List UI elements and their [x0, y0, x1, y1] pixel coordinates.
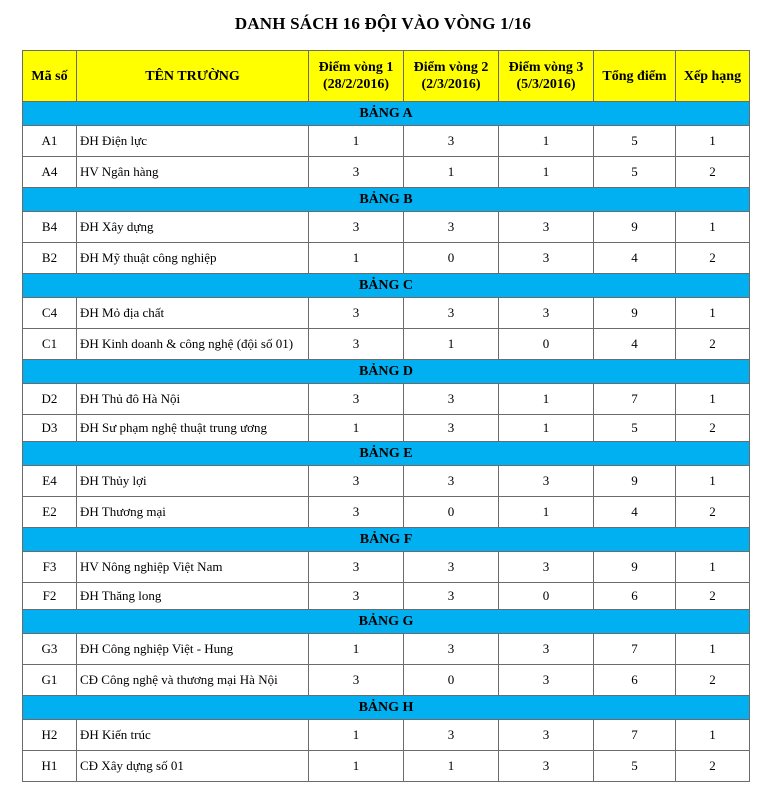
team-round3-score: 3	[499, 212, 594, 243]
team-round3-score: 0	[499, 329, 594, 360]
team-code: F3	[23, 552, 77, 583]
team-school: ĐH Mỹ thuật công nghiệp	[77, 243, 309, 274]
team-code: D2	[23, 384, 77, 415]
header-round2-date: (2/3/2016)	[421, 77, 481, 92]
group-row	[23, 102, 750, 126]
table-row	[23, 157, 750, 188]
team-code: G3	[23, 634, 77, 665]
team-rank: 1	[676, 720, 750, 751]
team-rank: 1	[676, 126, 750, 157]
header-round3-date: (5/3/2016)	[516, 77, 576, 92]
team-school: CĐ Xây dựng số 01	[77, 751, 309, 782]
team-rank: 1	[676, 384, 750, 415]
team-code: B4	[23, 212, 77, 243]
team-round2-score: 3	[404, 466, 499, 497]
table-row	[23, 384, 750, 415]
team-rank: 1	[676, 298, 750, 329]
team-code: C4	[23, 298, 77, 329]
team-total-score: 5	[594, 751, 676, 782]
team-rank: 1	[676, 634, 750, 665]
team-code: E4	[23, 466, 77, 497]
team-total-score: 5	[594, 157, 676, 188]
team-round2-score: 0	[404, 243, 499, 274]
table-row	[23, 298, 750, 329]
team-rank: 2	[676, 157, 750, 188]
group-title: BẢNG B	[23, 188, 750, 212]
table-row	[23, 552, 750, 583]
header-round1-date: (28/2/2016)	[322, 77, 390, 92]
team-round1-score: 3	[309, 329, 404, 360]
team-code: E2	[23, 497, 77, 528]
table-row	[23, 751, 750, 782]
team-total-score: 4	[594, 497, 676, 528]
header-school: TÊN TRƯỜNG	[77, 51, 309, 102]
team-code: G1	[23, 665, 77, 696]
team-code: A1	[23, 126, 77, 157]
team-round3-score: 1	[499, 126, 594, 157]
team-rank: 1	[676, 466, 750, 497]
team-round3-score: 1	[499, 384, 594, 415]
team-school: HV Ngân hàng	[77, 157, 309, 188]
table-row	[23, 126, 750, 157]
team-code: H2	[23, 720, 77, 751]
team-round1-score: 3	[309, 298, 404, 329]
group-row	[23, 274, 750, 298]
team-round1-score: 3	[309, 157, 404, 188]
group-title: BẢNG H	[23, 696, 750, 720]
team-round1-score: 1	[309, 126, 404, 157]
team-round2-score: 1	[404, 329, 499, 360]
team-school: ĐH Xây dựng	[77, 212, 309, 243]
team-total-score: 7	[594, 384, 676, 415]
table-row	[23, 212, 750, 243]
table-body	[23, 102, 750, 782]
group-row	[23, 188, 750, 212]
team-round3-score: 0	[499, 583, 594, 610]
team-total-score: 4	[594, 329, 676, 360]
table-header	[23, 51, 750, 102]
team-round1-score: 1	[309, 720, 404, 751]
table-row	[23, 466, 750, 497]
team-round1-score: 3	[309, 583, 404, 610]
team-school: ĐH Kinh doanh & công nghệ (đội số 01)	[77, 329, 309, 360]
team-round3-score: 3	[499, 751, 594, 782]
team-round3-score: 1	[499, 415, 594, 442]
group-row	[23, 360, 750, 384]
header-rank: Xếp hạng	[676, 51, 750, 102]
team-round2-score: 3	[404, 583, 499, 610]
team-code: D3	[23, 415, 77, 442]
team-round1-score: 1	[309, 751, 404, 782]
team-total-score: 7	[594, 634, 676, 665]
group-title: BẢNG D	[23, 360, 750, 384]
team-round1-score: 3	[309, 552, 404, 583]
team-round2-score: 3	[404, 552, 499, 583]
table-row	[23, 665, 750, 696]
team-total-score: 7	[594, 720, 676, 751]
team-school: HV Nông nghiệp Việt Nam	[77, 552, 309, 583]
team-round2-score: 0	[404, 497, 499, 528]
group-title: BẢNG F	[23, 528, 750, 552]
team-round1-score: 3	[309, 466, 404, 497]
group-row	[23, 442, 750, 466]
team-round3-score: 3	[499, 243, 594, 274]
team-rank: 2	[676, 665, 750, 696]
header-total: Tổng điểm	[594, 51, 676, 102]
team-code: H1	[23, 751, 77, 782]
team-rank: 2	[676, 497, 750, 528]
group-title: BẢNG G	[23, 610, 750, 634]
team-total-score: 4	[594, 243, 676, 274]
team-round2-score: 0	[404, 665, 499, 696]
team-round2-score: 3	[404, 720, 499, 751]
group-row	[23, 696, 750, 720]
group-row	[23, 528, 750, 552]
group-title: BẢNG A	[23, 102, 750, 126]
team-rank: 1	[676, 552, 750, 583]
team-school: ĐH Điện lực	[77, 126, 309, 157]
team-rank: 2	[676, 243, 750, 274]
header-round2	[404, 51, 499, 102]
page-title: DANH SÁCH 16 ĐỘI VÀO VÒNG 1/16	[234, 14, 532, 33]
team-school: ĐH Kiến trúc	[77, 720, 309, 751]
table-row	[23, 415, 750, 442]
team-school: ĐH Thăng long	[77, 583, 309, 610]
table-row	[23, 720, 750, 751]
team-school: ĐH Thủy lợi	[77, 466, 309, 497]
team-total-score: 9	[594, 212, 676, 243]
team-round2-score: 1	[404, 157, 499, 188]
team-round3-score: 3	[499, 665, 594, 696]
team-code: F2	[23, 583, 77, 610]
team-round1-score: 3	[309, 384, 404, 415]
team-round3-score: 1	[499, 157, 594, 188]
header-row	[23, 51, 750, 102]
team-round3-score: 3	[499, 466, 594, 497]
team-total-score: 5	[594, 126, 676, 157]
team-round2-score: 3	[404, 126, 499, 157]
header-round3	[499, 51, 594, 102]
team-total-score: 9	[594, 552, 676, 583]
team-round1-score: 3	[309, 497, 404, 528]
header-round1	[309, 51, 404, 102]
team-round1-score: 3	[309, 212, 404, 243]
team-round1-score: 1	[309, 243, 404, 274]
team-round2-score: 3	[404, 384, 499, 415]
team-school: ĐH Mỏ địa chất	[77, 298, 309, 329]
header-code: Mã số	[23, 51, 77, 102]
table-row	[23, 583, 750, 610]
team-total-score: 6	[594, 665, 676, 696]
team-code: A4	[23, 157, 77, 188]
header-round1-label: Điểm vòng 1	[318, 60, 394, 75]
standings-table	[22, 50, 750, 782]
team-total-score: 6	[594, 583, 676, 610]
team-code: B2	[23, 243, 77, 274]
team-school: ĐH Sư phạm nghệ thuật trung ương	[77, 415, 309, 442]
team-rank: 2	[676, 583, 750, 610]
team-school: ĐH Thủ đô Hà Nội	[77, 384, 309, 415]
header-round3-label: Điểm vòng 3	[508, 60, 584, 75]
team-school: ĐH Thương mại	[77, 497, 309, 528]
team-round2-score: 3	[404, 415, 499, 442]
team-school: ĐH Công nghiệp Việt - Hung	[77, 634, 309, 665]
team-total-score: 9	[594, 466, 676, 497]
team-code: C1	[23, 329, 77, 360]
team-rank: 2	[676, 415, 750, 442]
team-round3-score: 3	[499, 634, 594, 665]
group-title: BẢNG E	[23, 442, 750, 466]
team-round1-score: 1	[309, 634, 404, 665]
team-rank: 2	[676, 329, 750, 360]
team-round3-score: 3	[499, 552, 594, 583]
team-round2-score: 3	[404, 634, 499, 665]
team-round3-score: 3	[499, 298, 594, 329]
team-rank: 1	[676, 212, 750, 243]
team-round3-score: 3	[499, 720, 594, 751]
team-rank: 2	[676, 751, 750, 782]
team-round3-score: 1	[499, 497, 594, 528]
group-title: BẢNG C	[23, 274, 750, 298]
team-round2-score: 3	[404, 212, 499, 243]
team-school: CĐ Công nghệ và thương mại Hà Nội	[77, 665, 309, 696]
team-round2-score: 1	[404, 751, 499, 782]
table-row	[23, 497, 750, 528]
team-round1-score: 1	[309, 415, 404, 442]
table-row	[23, 634, 750, 665]
group-row	[23, 610, 750, 634]
team-round1-score: 3	[309, 665, 404, 696]
team-total-score: 5	[594, 415, 676, 442]
team-total-score: 9	[594, 298, 676, 329]
header-round2-label: Điểm vòng 2	[413, 60, 489, 75]
team-round2-score: 3	[404, 298, 499, 329]
table-row	[23, 329, 750, 360]
table-row	[23, 243, 750, 274]
